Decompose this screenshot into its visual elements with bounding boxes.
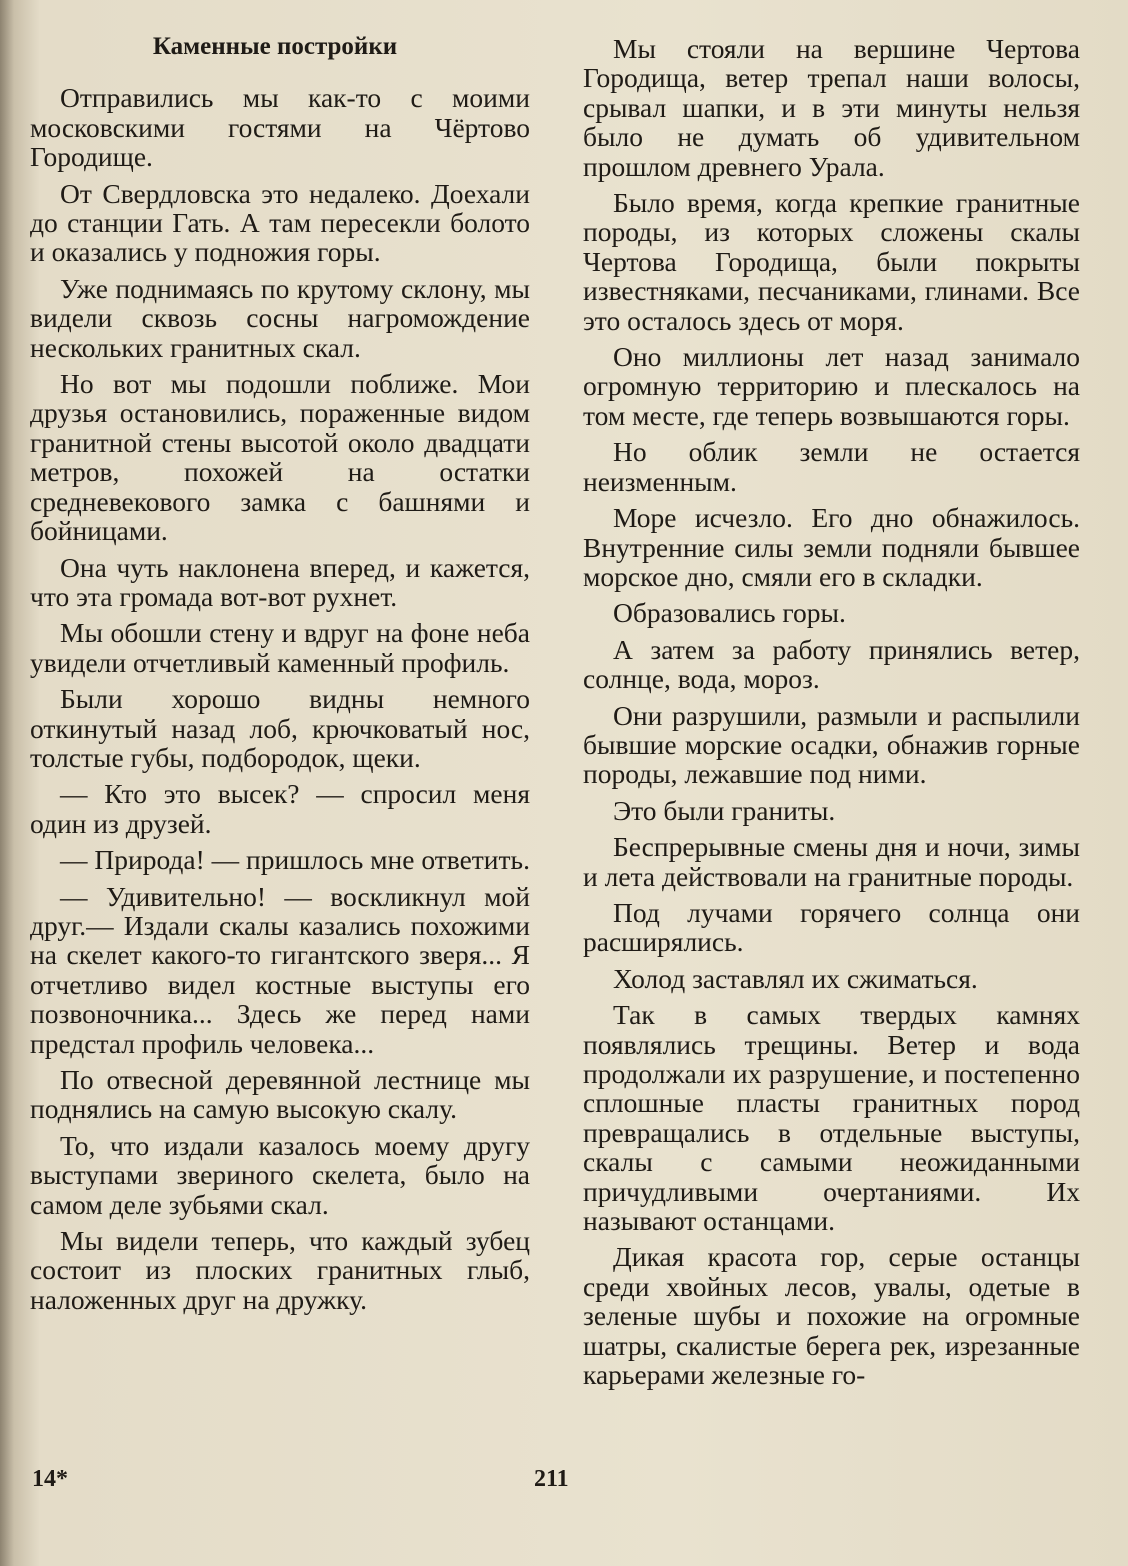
paragraph: От Свердловска это недалеко. Доехали до станции Гать. А там пересекли болото и оказались у подножия горы. [30, 177, 530, 268]
paragraph: Она чуть наклонена вперед, и кажется, что эта громада вот-вот рухнет. [30, 551, 530, 612]
paragraph: Под лучами горячего солнца они расширялись. [583, 896, 1080, 958]
page-number: 211 [534, 1466, 569, 1492]
paragraph: Отправились мы как-то с моими московскими гостями на Чёртово Городище. [30, 82, 530, 173]
section-heading: Каменные постройки [152, 33, 398, 60]
paragraph: Но облик земли не остается неизменным. [583, 436, 1080, 497]
paragraph: Оно миллионы лет назад занимало огромную территорию и плескалось на том месте, где теперь возвышаются горы. [583, 341, 1080, 431]
dialogue-line: — Природа! — пришлось мне ответить. [60, 844, 530, 876]
paragraph: То, что издали казалось моему другу выступами звериного скелета, было на самом деле зубьями скал. [30, 1129, 530, 1220]
paragraph: Были хорошо видны немного откинутый назад лоб, крючковатый нос, толстые губы, подбородок, щеки. [30, 683, 530, 773]
paragraph: Это были граниты. [613, 794, 836, 826]
paragraph: Мы стояли на вершине Чертова Городища, ветер трепал наши волосы, срывал шапки, и в эти минуты нельзя было не думать об удивительном прошлом древнего Урала. [583, 33, 1080, 182]
paragraph: Уже поднимаясь по крутому склону, мы видели сквозь сосны нагромождение нескольких гранитных скал. [30, 272, 530, 363]
paragraph: По отвесной деревянной лестнице мы поднялись на самую высокую скалу. [30, 1064, 530, 1125]
left-column [30, 26, 530, 1321]
paragraph: А затем за работу принялись ветер, солнце, вода, мороз. [583, 633, 1080, 695]
paragraph: Образовались горы. [613, 597, 846, 629]
dialogue-line: — Кто это высек? — спросил меня один из друзей. [30, 778, 530, 839]
printer-signature: 14* [32, 1466, 68, 1492]
paragraph: Беспрерывные смены дня и ночи, зимы и лета действовали на гранитные породы. [583, 831, 1080, 892]
paragraph: Мы обошли стену и вдруг на фоне неба увидели отчетливый каменный профиль. [30, 617, 530, 678]
dialogue-line: — Удивительно! — воскликнул мой друг.— Издали скалы казались похожими на скелет какого-то гигантского зверя... Я отчетливо видел костные выступы его позвоночника... Здесь же перед нами предстал профиль человека... [30, 880, 530, 1059]
paragraph: Дикая красота гор, серые останцы среди хвойных лесов, увалы, одетые в зеленые шубы и похожие на огромные шатры, скалистые берега рек, изрезанные карьерами железные го- [583, 1241, 1080, 1391]
paragraph: Но вот мы подошли поближе. Мои друзья остановились, пораженные видом гранитной стены высотой около двадцати метров, похожей на остатки средневекового замка с башнями и бойницами. [30, 368, 530, 547]
paragraph: Они разрушили, размыли и распылили бывшие морские осадки, обнажив горные породы, лежавшие под ними. [583, 699, 1080, 790]
paragraph: Так в самых твердых камнях появлялись трещины. Ветер и вода продолжали их разрушение, и постепенно сплошные пласты гранитных пород превращались в отдельные выступы, скалы с самыми неожиданными причудливыми очертаниями. Их называют останцами. [583, 999, 1080, 1237]
paragraph: Море исчезло. Его дно обнажилось. Внутренние силы земли подняли бывшее морское дно, смяли его в складки. [583, 502, 1080, 592]
paragraph: Было время, когда крепкие гранитные породы, из которых сложены скалы Чертова Городища, были покрыты известняками, песчаниками, глинами. Все это осталось здесь от моря. [583, 187, 1080, 336]
right-column [583, 34, 1080, 1396]
paragraph: Холод заставлял их сжиматься. [613, 962, 978, 994]
paragraph: Мы видели теперь, что каждый зубец состоит из плоских гранитных глыб, наложенных друг на дружку. [30, 1225, 530, 1315]
